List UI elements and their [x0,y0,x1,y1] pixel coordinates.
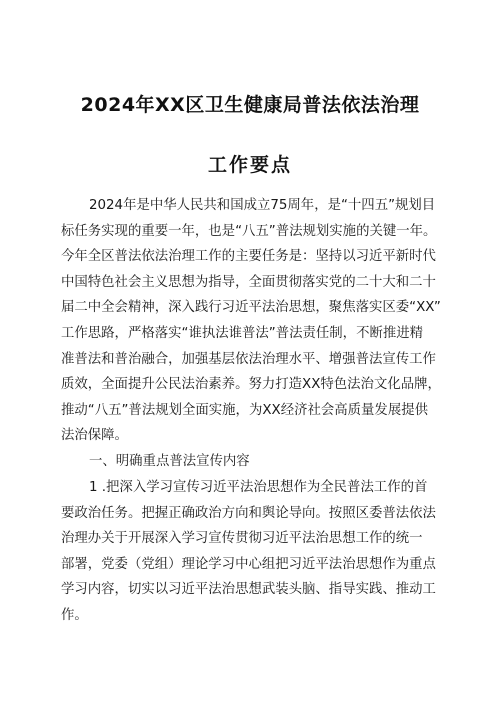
document-title-line-2: 工作要点 [207,154,292,176]
paragraph-line: 作。 [61,607,88,623]
paragraph-line: 1 .把深入学习宣传习近平法治思想作为全民普法工作的首 [89,480,428,495]
paragraph-line: 质效，全面提升公民法治素养。努力打造XX特色法治文化品牌， [61,377,441,393]
paragraph-line: 学习内容，切实以习近平法治思想武装头脑、指导实践、推动工 [61,582,436,598]
paragraph-line: 部署，党委（党组）理论学习中心组把习近平法治思想作为重点 [61,556,436,572]
paragraph-line: 治理办关于开展深入学习宣传贯彻习近平法治思想工作的统一 [61,531,423,547]
paragraph-line: 标任务实现的重要一年，也是“八五”普法规划实施的关键一年。 [61,223,437,239]
item-1-paragraph [61,475,445,629]
paragraph-line: 今年全区普法依法治理工作的主要任务是：坚持以习近平新时代 [61,249,436,265]
section-1-heading: 一、明确重点普法宣传内容 [89,454,250,469]
paragraph-line: 工作思路，严格落实“谁执法谁普法”普法责任制，不断推进精 [61,325,424,341]
paragraph-line: 2024年是中华人民共和国成立75周年，是“十四五”规划目 [89,198,436,213]
section-heading [61,449,445,475]
intro-paragraph [61,193,445,449]
paragraph-line: 法治保障。 [61,428,128,444]
paragraph-line: 准普法和普治融合，加强基层依法治理水平、增强普法宣传工作 [61,351,436,367]
paragraph-line: 要政治任务。把握正确政治方向和舆论导向。按照区委普法依法 [61,505,436,521]
document-title-line-1: 2024年XX区卫生健康局普法依法治理 [80,94,420,116]
paragraph-line: 中国特色社会主义思想为指导，全面贯彻落实党的二十大和二十 [61,274,436,290]
paragraph-line: 推动“八五”普法规划全面实施，为XX经济社会高质量发展提供 [61,402,428,418]
paragraph-line: 届二中全会精神，深入践行习近平法治思想，聚焦落实区委“XX” [61,300,441,316]
